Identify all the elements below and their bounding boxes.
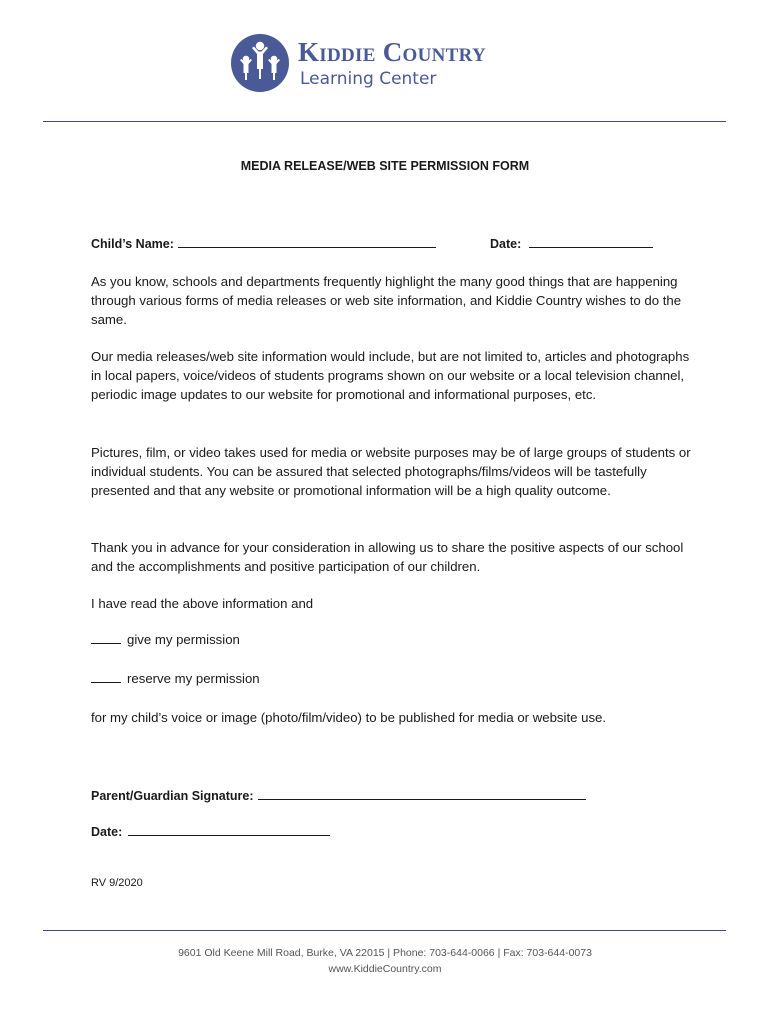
option-reserve-permission[interactable]	[91, 671, 260, 686]
signature-date-line[interactable]	[128, 823, 330, 836]
brand-name: Kiddie Country	[298, 37, 487, 67]
paragraph-pictures: Pictures, film, or video takes used for media or website purposes may be of large groups of students or individual students. You can be assured that selected photographs/films/videos will be tastefully presented and that any website or promotional information will be a high quality outcome.	[91, 445, 691, 498]
signature-line[interactable]	[258, 787, 586, 800]
signature-field[interactable]	[91, 787, 586, 803]
footer-website[interactable]: www.KiddieCountry.com	[328, 963, 442, 975]
signature-date-field[interactable]	[91, 823, 330, 839]
header-divider	[43, 121, 726, 122]
give-permission-label: give my permission	[127, 632, 240, 647]
child-name-line[interactable]	[178, 235, 436, 248]
paragraph-closing: for my child’s voice or image (photo/film/video) to be published for media or website use.	[91, 710, 607, 725]
reserve-permission-label: reserve my permission	[127, 671, 260, 686]
option-give-permission[interactable]	[91, 632, 240, 647]
date-field[interactable]	[490, 235, 653, 251]
paragraph-thanks: Thank you in advance for your consideration in allowing us to share the positive aspects of our school and the accomplishments and positive participation of our children.	[91, 540, 684, 574]
signature-date-label: Date:	[91, 825, 123, 839]
give-permission-blank[interactable]	[91, 632, 121, 644]
footer-divider	[43, 930, 726, 931]
paragraph-read: I have read the above information and	[91, 596, 314, 611]
child-name-label: Child’s Name:	[91, 237, 174, 251]
reserve-permission-blank[interactable]	[91, 671, 121, 683]
revision-note: RV 9/2020	[91, 877, 143, 889]
paragraph-intro: As you know, schools and departments frequently highlight the many good things that are happening through various forms of media releases or web site information, and Kiddie Country wishes to do the same.	[91, 274, 682, 327]
footer-address: 9601 Old Keene Mill Road, Burke, VA 22015 | Phone: 703-644-0066 | Fax: 703-644-0073	[178, 947, 592, 959]
date-label: Date:	[490, 237, 522, 251]
date-line[interactable]	[529, 235, 653, 248]
kids-logo-icon	[230, 33, 290, 93]
logo	[230, 33, 550, 97]
signature-label: Parent/Guardian Signature:	[91, 789, 254, 803]
child-name-field[interactable]	[91, 235, 436, 251]
form-title: MEDIA RELEASE/WEB SITE PERMISSION FORM	[240, 159, 530, 173]
brand-subtitle: Learning Center	[300, 69, 437, 89]
paragraph-media: Our media releases/web site information would include, but are not limited to, articles and photographs in local papers, voice/videos of students programs shown on our website or a local television channel, periodic image updates to our website for promotional and informational purposes, etc.	[91, 349, 690, 402]
